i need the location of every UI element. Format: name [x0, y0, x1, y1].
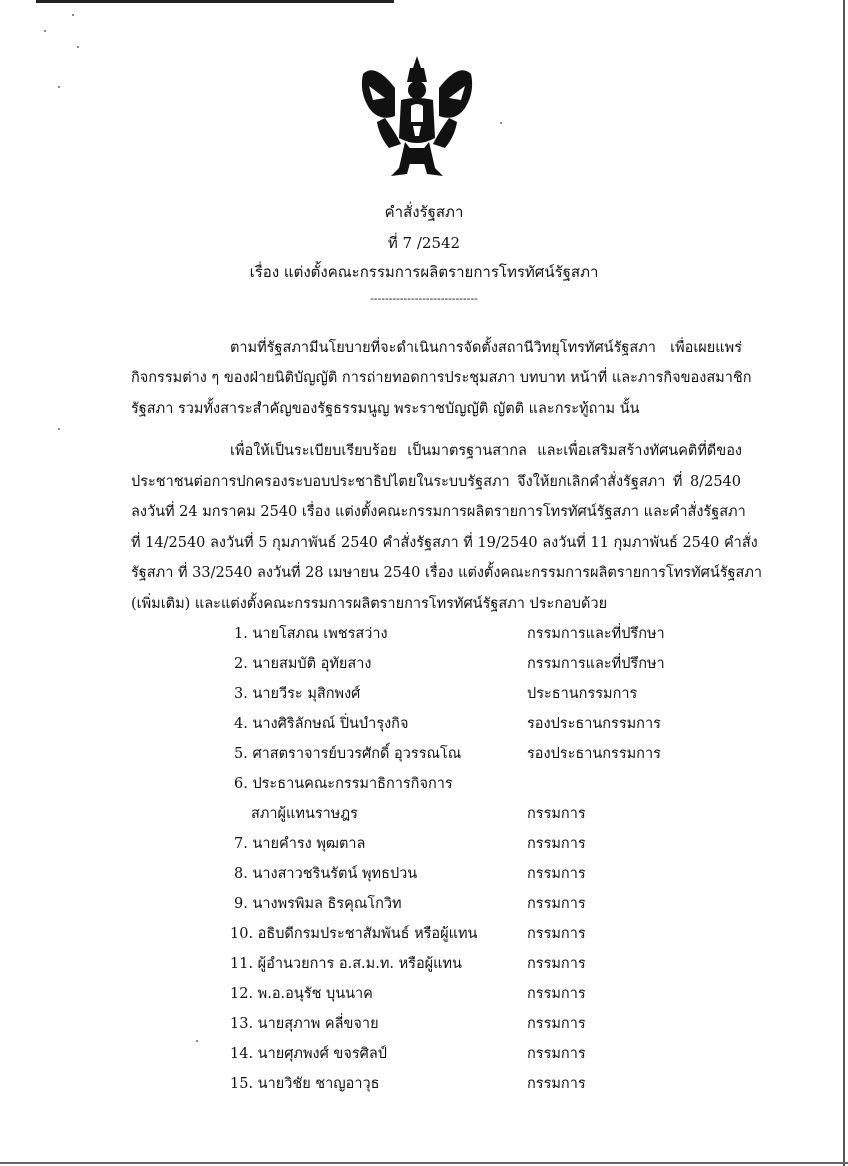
paragraph-line: รัฐสภา ที่ 33/2540 ลงวันที่ 28 เมษายน 2540 เรื่อง แต่งตั้งคณะกรรมการผลิตรายการโทรทัศน์รัฐสภา	[131, 565, 763, 581]
order-title: คำสั่งรัฐสภา	[384, 203, 464, 221]
paragraph-line: ประชาชนต่อการปกครองระบอบประชาธิปไตยในระบบรัฐสภา จึงให้ยกเลิกคำสั่งรัฐสภา ที่ 8/2540	[131, 474, 741, 490]
scan-speck	[72, 14, 74, 16]
member-name: 7. นายคำรง พุฒตาล	[234, 836, 366, 852]
paragraph-line: กิจกรรมต่าง ๆ ของฝ่ายนิติบัญญัติ การถ่ายทอดการประชุมสภา บทบาท หน้าที่ และภารกิจของสมาชิก	[131, 370, 752, 386]
member-name: 8. นางสาวชรินรัตน์ พุทธปวน	[234, 866, 418, 882]
member-name: 14. นายศุภพงศ์ ขจรศิลป์	[230, 1046, 387, 1062]
member-role: กรรมการ	[527, 986, 586, 1002]
member-name: 15. นายวิชัย ชาญอาวุธ	[230, 1076, 380, 1092]
member-role: กรรมการ	[527, 1046, 586, 1062]
scan-speck	[44, 30, 46, 32]
member-name: 11. ผู้อำนวยการ อ.ส.ม.ท. หรือผู้แทน	[230, 956, 462, 972]
scan-speck	[58, 428, 60, 430]
scan-speck	[77, 46, 79, 48]
member-role: รองประธานกรรมการ	[527, 716, 661, 732]
scan-speck	[500, 122, 502, 124]
member-role: กรรมการและที่ปรึกษา	[527, 626, 665, 642]
separator-line: -----------------------------	[370, 292, 478, 305]
member-name: 1. นายโสภณ เพชรสว่าง	[234, 626, 388, 642]
member-role: กรรมการ	[527, 1016, 586, 1032]
member-role: กรรมการ	[527, 926, 586, 942]
paragraph-line: ตามที่รัฐสภามีนโยบายที่จะดำเนินการจัดตั้งสถานีวิทยุโทรทัศน์รัฐสภา เพื่อเผยแพร่	[230, 340, 742, 356]
scan-top-border	[36, 0, 394, 3]
member-role: กรรมการและที่ปรึกษา	[527, 656, 665, 672]
member-role: กรรมการ	[527, 956, 586, 972]
member-role: กรรมการ	[527, 896, 586, 912]
order-number: ที่ 7 /2542	[387, 234, 461, 252]
member-name: 10. อธิบดีกรมประชาสัมพันธ์ หรือผู้แทน	[230, 926, 478, 942]
member-name: 13. นายสุภาพ คลี่ขจาย	[230, 1016, 379, 1032]
member-name: สภาผู้แทนราษฎร	[251, 806, 358, 822]
member-name: 3. นายวีระ มุสิกพงศ์	[234, 686, 361, 702]
scan-speck	[196, 1040, 198, 1042]
order-subject: เรื่อง แต่งตั้งคณะกรรมการผลิตรายการโทรทัศน์รัฐสภา	[249, 263, 599, 281]
member-role: กรรมการ	[527, 836, 586, 852]
garuda-emblem	[355, 52, 480, 180]
scan-speck	[58, 86, 60, 88]
paragraph-line: ที่ 14/2540 ลงวันที่ 5 กุมภาพันธ์ 2540 คำสั่งรัฐสภา ที่ 19/2540 ลงวันที่ 11 กุมภาพันธ์ 2540 คำสั่ง	[131, 535, 758, 551]
member-name: 6. ประธานคณะกรรมาธิการกิจการ	[234, 776, 453, 792]
member-role: กรรมการ	[527, 1076, 586, 1092]
member-name: 5. ศาสตราจารย์บวรศักดิ์ อุวรรณโณ	[234, 746, 462, 762]
member-name: 9. นางพรพิมล ธิรคุณโกวิท	[234, 896, 402, 912]
paragraph-line: (เพิ่มเติม) และแต่งตั้งคณะกรรมการผลิตรายการโทรทัศน์รัฐสภา ประกอบด้วย	[131, 596, 608, 612]
member-role: ประธานกรรมการ	[527, 686, 638, 702]
paragraph-line: รัฐสภา รวมทั้งสาระสำคัญของรัฐธรรมนูญ พระราชบัญญัติ ญัตติ และกระทู้ถาม นั้น	[131, 401, 640, 417]
member-role: กรรมการ	[527, 806, 586, 822]
scan-bottom-border	[0, 1162, 848, 1164]
member-name: 4. นางศิริลักษณ์ ปิ่นบำรุงกิจ	[234, 716, 409, 732]
member-name: 2. นายสมบัติ อุทัยสาง	[234, 656, 372, 672]
member-role: รองประธานกรรมการ	[527, 746, 661, 762]
paragraph-line: เพื่อให้เป็นระเบียบเรียบร้อย เป็นมาตรฐานสากล และเพื่อเสริมสร้างทัศนคติที่ดีของ	[230, 443, 742, 459]
scan-right-border	[843, 0, 845, 1166]
member-role: กรรมการ	[527, 866, 586, 882]
member-name: 12. พ.อ.อนุรัช บุนนาค	[230, 986, 373, 1002]
paragraph-line: ลงวันที่ 24 มกราคม 2540 เรื่อง แต่งตั้งคณะกรรมการผลิตรายการโทรทัศน์รัฐสภา และคำสั่งรัฐสภา	[131, 504, 746, 520]
